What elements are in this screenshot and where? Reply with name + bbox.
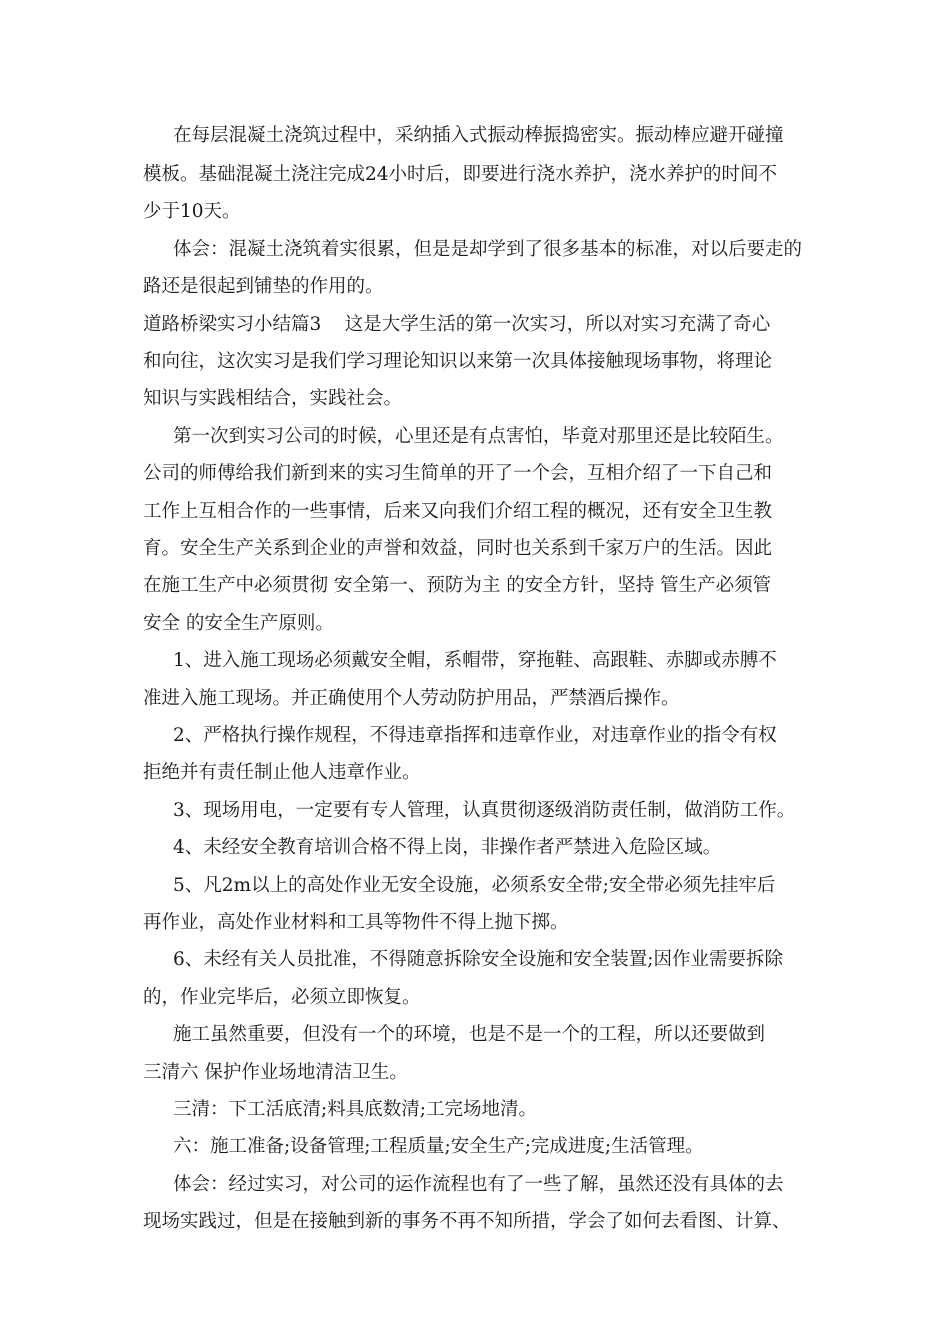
list-item-line: 4、未经安全教育培训合格不得上岗，非操作者严禁进入危险区域。 xyxy=(173,837,722,858)
text-line: 三清六 保护作业场地清洁卫生。 xyxy=(143,1062,408,1083)
text-line: 拒绝并有责任制止他人违章作业。 xyxy=(143,762,421,783)
section-heading-line: 道路桥梁实习小结篇3 这是大学生活的第一次实习，所以对实习充满了奇心 xyxy=(143,314,771,335)
text-line: 少于10天。 xyxy=(143,201,241,222)
text-line: 体会：经过实习，对公司的运作流程也有了一些了解，虽然还没有具体的去 xyxy=(173,1174,784,1195)
text-line: 工作上互相合作的一些事情，后来又向我们介绍工程的概况，还有安全卫生教 xyxy=(143,501,773,522)
list-item-line: 5、凡2m以上的高处作业无安全设施，必须系安全带;安全带必须先挂牢后 xyxy=(173,875,776,896)
text-line: 安全 的安全生产原则。 xyxy=(143,613,334,634)
text-line: 模板。基础混凝土浇注完成24小时后，即要进行浇水养护，浇水养护的时间不 xyxy=(143,164,778,185)
list-item-line: 6、未经有关人员批准，不得随意拆除安全设施和安全装置;因作业需要拆除 xyxy=(173,949,784,970)
text-line: 现场实践过，但是在接触到新的事务不再不知所措，学会了如何去看图、计算、 xyxy=(143,1211,791,1232)
text-line: 施工虽然重要，但没有一个的环境，也是不是一个的工程，所以还要做到 xyxy=(173,1024,766,1045)
text-line: 知识与实践相结合，实践社会。 xyxy=(143,388,403,409)
text-line: 育。安全生产关系到企业的声誉和效益，同时也关系到千家万户的生活。因此 xyxy=(143,538,773,559)
list-item-line: 1、进入施工现场必须戴安全帽，系帽带，穿拖鞋、高跟鞋、赤脚或赤膊不 xyxy=(173,650,777,671)
list-item-line: 3、现场用电，一定要有专人管理，认真贯彻逐级消防责任制，做消防工作。 xyxy=(173,800,796,821)
text-line: 的，作业完毕后，必须立即恢复。 xyxy=(143,987,421,1008)
text-line: 三清：下工活底清;料具底数清;工完场地清。 xyxy=(173,1099,537,1120)
text-line: 再作业，高处作业材料和工具等物件不得上抛下掷。 xyxy=(143,912,569,933)
text-line: 路还是很起到铺垫的作用的。 xyxy=(143,276,384,297)
text-line: 在施工生产中必须贯彻 安全第一、预防为主 的安全方针，坚持 管生产必须管 xyxy=(143,575,772,596)
text-line: 在每层混凝土浇筑过程中，采纳插入式振动棒振捣密实。振动棒应避开碰撞 xyxy=(173,125,784,146)
text-line: 和向往，这次实习是我们学习理论知识以来第一次具体接触现场事物，将理论 xyxy=(143,351,773,372)
text-line: 公司的师傅给我们新到来的实习生简单的开了一个会，互相介绍了一下自己和 xyxy=(143,463,773,484)
text-line: 第一次到实习公司的时候，心里还是有点害怕，毕竟对那里还是比较陌生。 xyxy=(173,426,784,447)
list-item-line: 2、严格执行操作规程，不得违章指挥和违章作业，对违章作业的指令有权 xyxy=(173,725,777,746)
text-line: 准进入施工现场。并正确使用个人劳动防护用品，严禁酒后操作。 xyxy=(143,688,680,709)
text-line: 六：施工准备;设备管理;工程质量;安全生产;完成进度;生活管理。 xyxy=(173,1136,704,1157)
text-line: 体会：混凝土浇筑着实很累，但是是却学到了很多基本的标准，对以后要走的 xyxy=(173,239,803,260)
